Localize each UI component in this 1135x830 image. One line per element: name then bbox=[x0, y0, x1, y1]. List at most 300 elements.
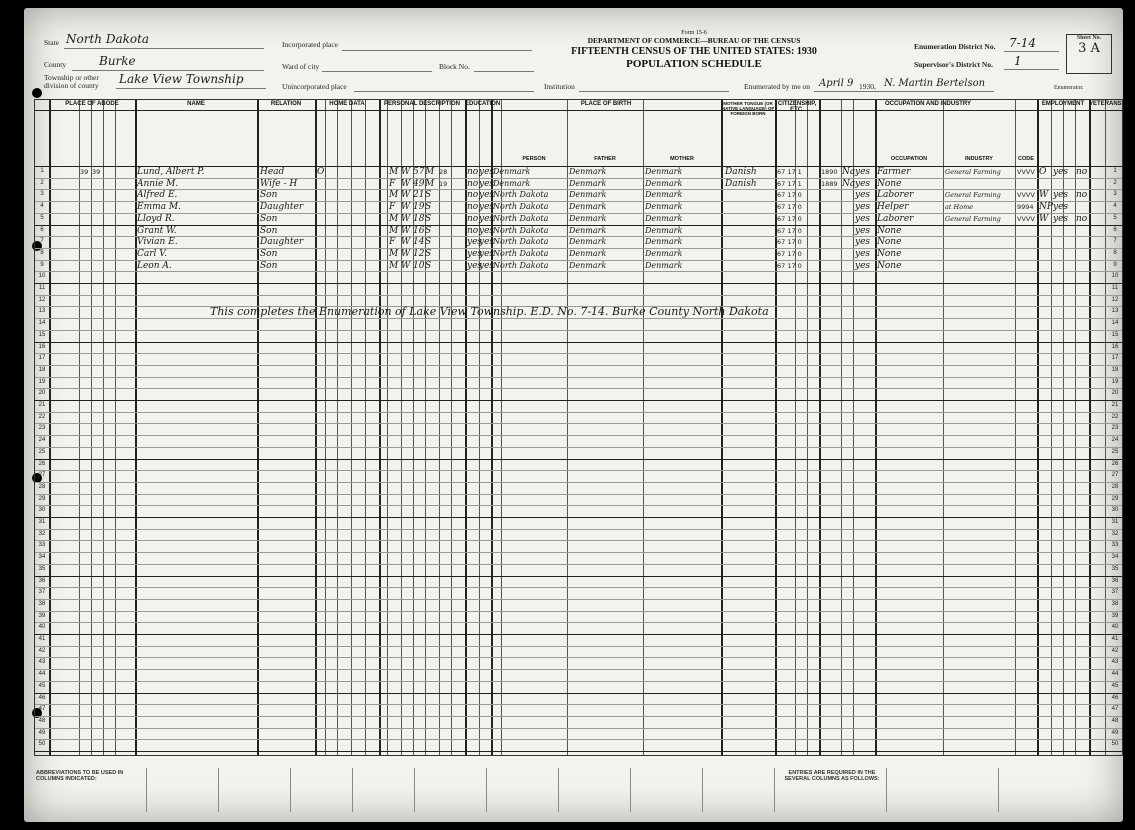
enumerator-label: Enumerator. bbox=[1054, 85, 1084, 91]
line-number-right: 4 bbox=[1113, 203, 1117, 210]
cell-age-married: 19 bbox=[439, 179, 448, 188]
line-number-right: 20 bbox=[1111, 390, 1119, 397]
cell-sex: F bbox=[389, 178, 396, 189]
cell-dwelling: 39 bbox=[80, 168, 89, 176]
line-number: 16 bbox=[38, 343, 46, 350]
column-group-header: PLACE OF BIRTH bbox=[580, 101, 632, 107]
cell-sex: F bbox=[389, 202, 396, 213]
line-number-right: 2 bbox=[1113, 179, 1117, 186]
cell-name: Emma M. bbox=[137, 202, 181, 213]
footer bbox=[34, 768, 1121, 818]
line-number: 1 bbox=[40, 168, 44, 174]
line-number: 32 bbox=[38, 530, 46, 537]
cell-relation: Son bbox=[260, 248, 278, 259]
sheet-number-box bbox=[1066, 34, 1112, 74]
column-subheader: OCCUPATION bbox=[890, 156, 928, 162]
cell-school: yes bbox=[467, 260, 483, 271]
cell-marital: S bbox=[425, 260, 432, 271]
line-number: 38 bbox=[38, 600, 46, 607]
line-number: 35 bbox=[38, 565, 46, 572]
line-number: 13 bbox=[38, 308, 46, 315]
line-number-right: 9 bbox=[1113, 261, 1117, 268]
cell-name: Annie M. bbox=[137, 178, 179, 189]
cell-industry: at Home bbox=[945, 203, 974, 212]
cell-birth-father: Denmark bbox=[569, 178, 607, 188]
enum-district-label: Enumeration District No. bbox=[914, 42, 996, 51]
cell-birth-person: North Dakota bbox=[493, 190, 549, 200]
cell-class: W bbox=[1039, 190, 1049, 201]
cell-age: 16 bbox=[413, 225, 425, 236]
line-number: 33 bbox=[38, 542, 46, 549]
cell-birth-person: North Dakota bbox=[493, 213, 549, 223]
block-label: Block No. bbox=[439, 62, 470, 71]
line-number: 24 bbox=[38, 437, 46, 444]
cell-tongue: Danish bbox=[725, 167, 757, 177]
line-number: 19 bbox=[38, 378, 46, 385]
line-number: 40 bbox=[38, 624, 46, 631]
cell-occupation: None bbox=[877, 248, 902, 259]
column-group-header: EDUCATION bbox=[465, 101, 501, 107]
column-group-header: PERSONAL DESCRIPTION bbox=[384, 101, 460, 107]
cell-english: yes bbox=[855, 237, 871, 248]
line-number: 30 bbox=[38, 507, 46, 514]
column-subheader: CODE bbox=[1018, 156, 1034, 162]
cell-sex: M bbox=[389, 190, 399, 201]
cell-read: yes bbox=[479, 178, 495, 189]
cell-age: 49 bbox=[413, 178, 425, 189]
census-title: FIFTEENTH CENSUS OF THE UNITED STATES: 1930 bbox=[571, 46, 817, 57]
cell-name: Carl V. bbox=[137, 248, 168, 259]
cell-work: yes bbox=[1053, 213, 1069, 224]
line-number-right: 12 bbox=[1111, 296, 1119, 303]
cell-birth-mother: Denmark bbox=[645, 237, 683, 247]
column-subheader: INDUSTRY bbox=[965, 156, 993, 162]
cell-age: 12 bbox=[413, 248, 425, 259]
column-group-header: PLACE OF ABODE bbox=[65, 101, 119, 107]
line-number-right: 45 bbox=[1111, 682, 1119, 689]
line-number: 27 bbox=[38, 472, 46, 479]
line-number-right: 28 bbox=[1111, 483, 1119, 490]
cell-tongue: Danish bbox=[725, 178, 757, 189]
cell-occ-code: VVVV bbox=[1017, 168, 1035, 176]
census-sheet bbox=[24, 8, 1123, 822]
column-group-header: CITIZENSHIP, ETC. bbox=[777, 101, 817, 113]
line-number: 29 bbox=[38, 495, 46, 502]
cell-birth-person: North Dakota bbox=[493, 202, 549, 212]
cell-marital: M bbox=[425, 178, 435, 189]
abbrev-title: ABBREVIATIONS TO BE USED IN COLUMNS INDICATED: bbox=[36, 770, 124, 782]
cell-work: yes bbox=[1053, 190, 1069, 201]
cell-vet: no bbox=[1076, 167, 1088, 177]
line-number-right: 6 bbox=[1113, 226, 1117, 233]
cell-school: no bbox=[467, 167, 479, 177]
cell-immig: 1889 bbox=[821, 179, 838, 188]
line-number: 37 bbox=[38, 589, 46, 596]
line-number-right: 16 bbox=[1111, 343, 1119, 350]
line-number: 36 bbox=[38, 577, 46, 584]
cell-codes: 67 17 0 bbox=[777, 214, 802, 223]
column-group-header: MOTHER TONGUE (OR NATIVE LANGUAGE) OF FOREIGN BORN bbox=[721, 101, 775, 116]
cell-school: yes bbox=[467, 237, 483, 248]
line-number-right: 17 bbox=[1111, 355, 1119, 362]
cell-english: yes bbox=[855, 202, 871, 213]
cell-age: 57 bbox=[413, 167, 425, 177]
line-number-right: 8 bbox=[1113, 249, 1117, 256]
line-number: 17 bbox=[38, 355, 46, 362]
institution-label: Institution bbox=[544, 82, 575, 91]
cell-codes: 67 17 0 bbox=[777, 226, 802, 235]
line-number: 39 bbox=[38, 612, 46, 619]
cell-marital: S bbox=[425, 213, 432, 224]
line-number-right: 30 bbox=[1111, 507, 1119, 514]
cell-nat: Na bbox=[842, 167, 856, 177]
cell-race: W bbox=[401, 213, 411, 224]
line-number: 10 bbox=[38, 273, 46, 280]
cell-occupation: Farmer bbox=[877, 167, 911, 177]
cell-school: yes bbox=[467, 248, 483, 259]
enumerated-year: 1930, bbox=[859, 82, 876, 91]
column-subheader: PERSON bbox=[522, 156, 546, 162]
line-number-right: 41 bbox=[1111, 636, 1119, 642]
line-number: 47 bbox=[38, 706, 46, 713]
cell-school: no bbox=[467, 190, 479, 201]
department-title: DEPARTMENT OF COMMERCE—BUREAU OF THE CENSUS bbox=[587, 36, 801, 45]
cell-sex: M bbox=[389, 225, 399, 236]
line-number-right: 1 bbox=[1113, 168, 1117, 174]
line-number: 3 bbox=[40, 191, 44, 198]
line-number-right: 48 bbox=[1111, 717, 1119, 724]
cell-codes: 67 17 0 bbox=[777, 191, 802, 200]
line-number-right: 14 bbox=[1111, 320, 1119, 327]
cell-birth-father: Denmark bbox=[569, 225, 607, 235]
line-number: 11 bbox=[38, 285, 46, 291]
cell-name: Lloyd R. bbox=[137, 213, 175, 224]
cell-birth-mother: Denmark bbox=[645, 225, 683, 235]
line-number-right: 49 bbox=[1111, 729, 1119, 736]
line-number-right: 15 bbox=[1111, 331, 1119, 338]
line-number-right: 46 bbox=[1111, 694, 1119, 701]
cell-english: yes bbox=[855, 167, 871, 177]
line-number: 49 bbox=[38, 729, 46, 736]
cell-age: 19 bbox=[413, 202, 425, 213]
cell-marital: S bbox=[425, 225, 432, 236]
supervisor-value: 1 bbox=[1014, 54, 1022, 68]
cell-birth-person: North Dakota bbox=[493, 260, 549, 270]
cell-birth-person: Denmark bbox=[493, 167, 531, 176]
cell-school: no bbox=[467, 213, 479, 224]
line-number-right: 42 bbox=[1111, 647, 1119, 654]
line-number-right: 33 bbox=[1111, 542, 1119, 549]
line-number-right: 3 bbox=[1113, 191, 1117, 198]
cell-marital: S bbox=[425, 190, 432, 201]
line-number-right: 25 bbox=[1111, 448, 1119, 455]
cell-relation: Head bbox=[260, 167, 285, 177]
line-number-right: 18 bbox=[1111, 366, 1119, 373]
entries-note: ENTRIES ARE REQUIRED IN THE SEVERAL COLUMNS AS FOLLOWS: bbox=[774, 768, 889, 812]
line-number: 2 bbox=[40, 179, 44, 186]
state-label: State bbox=[44, 38, 59, 47]
cell-relation: Son bbox=[260, 213, 278, 224]
cell-name: Grant W. bbox=[137, 225, 177, 236]
cell-read: yes bbox=[479, 237, 495, 248]
cell-immig: 1890 bbox=[821, 168, 838, 176]
cell-codes: 67 17 1 bbox=[777, 179, 802, 188]
line-number-right: 38 bbox=[1111, 600, 1119, 607]
punch-hole bbox=[32, 88, 42, 98]
cell-codes: 67 17 0 bbox=[777, 238, 802, 247]
cell-race: W bbox=[401, 178, 411, 189]
cell-marital: S bbox=[425, 248, 432, 259]
cell-occupation: Laborer bbox=[877, 190, 914, 201]
column-subheader: FATHER bbox=[594, 156, 616, 162]
line-number-right: 43 bbox=[1111, 659, 1119, 666]
cell-occupation: None bbox=[877, 225, 902, 236]
schedule-grid bbox=[34, 99, 1123, 756]
cell-birth-mother: Denmark bbox=[645, 167, 683, 176]
cell-birth-mother: Denmark bbox=[645, 190, 683, 200]
cell-occ-code: VVVV bbox=[1017, 191, 1035, 200]
line-number: 46 bbox=[38, 694, 46, 701]
line-number: 21 bbox=[38, 402, 46, 408]
line-number: 41 bbox=[38, 636, 46, 642]
cell-race: W bbox=[401, 237, 411, 248]
line-number-right: 44 bbox=[1111, 671, 1119, 678]
cell-codes: 67 17 0 bbox=[777, 249, 802, 258]
cell-relation: Son bbox=[260, 260, 278, 271]
line-number: 50 bbox=[38, 741, 46, 748]
line-number: 42 bbox=[38, 647, 46, 654]
cell-relation: Son bbox=[260, 225, 278, 236]
line-number-right: 27 bbox=[1111, 472, 1119, 479]
cell-age-married: 28 bbox=[439, 168, 448, 176]
line-number: 5 bbox=[40, 214, 44, 221]
line-number: 6 bbox=[40, 226, 44, 233]
line-number-right: 39 bbox=[1111, 612, 1119, 619]
cell-english: yes bbox=[855, 225, 871, 236]
cell-relation: Daughter bbox=[260, 237, 304, 248]
line-number: 44 bbox=[38, 671, 46, 678]
cell-birth-father: Denmark bbox=[569, 237, 607, 247]
line-number-right: 29 bbox=[1111, 495, 1119, 502]
column-group-header: RELATION bbox=[270, 101, 302, 107]
line-number: 45 bbox=[38, 682, 46, 689]
line-number-right: 26 bbox=[1111, 460, 1119, 467]
sheet-label: Sheet No. bbox=[1076, 35, 1102, 41]
cell-occ-code: VVVV bbox=[1017, 214, 1035, 223]
column-group-header: OCCUPATION AND INDUSTRY bbox=[885, 101, 971, 107]
cell-sex: M bbox=[389, 248, 399, 259]
cell-relation: Wife - H bbox=[260, 178, 298, 189]
line-number: 48 bbox=[38, 717, 46, 724]
line-number-right: 24 bbox=[1111, 437, 1119, 444]
cell-occupation: None bbox=[877, 178, 902, 189]
cell-read: yes bbox=[479, 202, 495, 213]
cell-codes: 67 17 1 bbox=[777, 168, 802, 176]
cell-birth-mother: Denmark bbox=[645, 260, 683, 270]
enumerator-name: N. Martin Bertelson bbox=[884, 78, 986, 89]
cell-relation: Son bbox=[260, 190, 278, 201]
cell-birth-mother: Denmark bbox=[645, 213, 683, 223]
line-number: 4 bbox=[40, 203, 44, 210]
sheet-value: 3 A bbox=[1078, 41, 1100, 56]
cell-english: yes bbox=[855, 190, 871, 201]
cell-codes: 67 17 0 bbox=[777, 203, 802, 212]
cell-read: yes bbox=[479, 260, 495, 271]
cell-race: W bbox=[401, 167, 411, 177]
cell-birth-father: Denmark bbox=[569, 202, 607, 212]
cell-race: W bbox=[401, 225, 411, 236]
cell-birth-father: Denmark bbox=[569, 248, 607, 258]
line-number: 31 bbox=[38, 519, 46, 525]
column-subheader: MOTHER bbox=[670, 156, 694, 162]
cell-nat: Na bbox=[842, 178, 856, 189]
cell-age: 10 bbox=[413, 260, 425, 271]
cell-birth-father: Denmark bbox=[569, 260, 607, 270]
cell-codes: 67 17 0 bbox=[777, 261, 802, 270]
cell-class: O bbox=[1039, 167, 1047, 177]
line-number-right: 35 bbox=[1111, 565, 1119, 572]
cell-race: W bbox=[401, 190, 411, 201]
cell-occupation: Helper bbox=[877, 202, 909, 213]
line-number-right: 32 bbox=[1111, 530, 1119, 537]
unincorporated-label: Unincorporated place bbox=[282, 82, 347, 91]
line-number: 15 bbox=[38, 331, 46, 338]
form-number: Form 15-6 bbox=[681, 30, 707, 36]
closing-note: This completes the Enumeration of Lake View Township. E.D. No. 7-14. Burke County North Dakota bbox=[210, 305, 769, 318]
line-number-right: 11 bbox=[1111, 285, 1119, 291]
cell-english: yes bbox=[855, 248, 871, 259]
cell-marital: S bbox=[425, 237, 432, 248]
line-number: 22 bbox=[38, 413, 46, 420]
township-value: Lake View Township bbox=[119, 72, 244, 86]
line-number-right: 7 bbox=[1113, 238, 1117, 245]
cell-birth-mother: Denmark bbox=[645, 248, 683, 258]
line-number: 28 bbox=[38, 483, 46, 490]
line-number-right: 23 bbox=[1111, 425, 1119, 432]
cell-read: yes bbox=[479, 190, 495, 201]
township-label: Township or other division of county bbox=[44, 73, 99, 90]
cell-sex: M bbox=[389, 213, 399, 224]
line-number-right: 22 bbox=[1111, 413, 1119, 420]
cell-birth-mother: Denmark bbox=[645, 178, 683, 188]
cell-birth-person: North Dakota bbox=[493, 225, 549, 235]
line-number-right: 19 bbox=[1111, 378, 1119, 385]
county-value: Burke bbox=[99, 54, 136, 68]
line-number: 12 bbox=[38, 296, 46, 303]
line-number: 7 bbox=[40, 238, 44, 245]
cell-home: O bbox=[317, 167, 325, 177]
cell-english: yes bbox=[855, 260, 871, 271]
cell-industry: General Farming bbox=[945, 191, 1001, 200]
cell-school: no bbox=[467, 225, 479, 236]
state-value: North Dakota bbox=[66, 32, 150, 46]
cell-race: W bbox=[401, 202, 411, 213]
cell-occupation: None bbox=[877, 260, 902, 271]
cell-birth-person: North Dakota bbox=[493, 237, 549, 247]
cell-birth-father: Denmark bbox=[569, 167, 607, 176]
supervisor-label: Supervisor's District No. bbox=[914, 60, 993, 69]
cell-school: no bbox=[467, 178, 479, 189]
cell-age: 21 bbox=[413, 190, 425, 201]
line-number-right: 50 bbox=[1111, 741, 1119, 748]
cell-birth-person: North Dakota bbox=[493, 248, 549, 258]
line-number: 26 bbox=[38, 460, 46, 467]
enumerated-date: April 9 bbox=[819, 78, 854, 89]
cell-english: yes bbox=[855, 178, 871, 189]
incorporated-label: Incorporated place bbox=[282, 40, 339, 49]
enumerated-label: Enumerated by me on bbox=[744, 82, 811, 91]
line-number-right: 36 bbox=[1111, 577, 1119, 584]
cell-family: 39 bbox=[92, 168, 101, 176]
cell-marital: S bbox=[425, 202, 432, 213]
cell-occ-code: 9994 bbox=[1017, 203, 1034, 212]
cell-occupation: None bbox=[877, 237, 902, 248]
line-number-right: 37 bbox=[1111, 589, 1119, 596]
cell-class: NP bbox=[1039, 202, 1053, 213]
cell-name: Alfred E. bbox=[137, 190, 178, 201]
cell-age: 14 bbox=[413, 237, 425, 248]
line-number: 23 bbox=[38, 425, 46, 432]
cell-work: yes bbox=[1053, 202, 1069, 213]
ward-label: Ward of city bbox=[282, 62, 320, 71]
cell-sex: M bbox=[389, 167, 399, 177]
line-number: 18 bbox=[38, 366, 46, 373]
cell-read: yes bbox=[479, 225, 495, 236]
schedule-title: POPULATION SCHEDULE bbox=[626, 58, 762, 70]
cell-industry: General Farming bbox=[945, 168, 1001, 176]
cell-birth-mother: Denmark bbox=[645, 202, 683, 212]
cell-sex: M bbox=[389, 260, 399, 271]
cell-occupation: Laborer bbox=[877, 213, 914, 224]
line-number-right: 47 bbox=[1111, 706, 1119, 713]
line-number-right: 5 bbox=[1113, 214, 1117, 221]
cell-read: yes bbox=[479, 248, 495, 259]
enum-district-value: 7-14 bbox=[1009, 36, 1036, 50]
cell-birth-father: Denmark bbox=[569, 213, 607, 223]
cell-read: yes bbox=[479, 213, 495, 224]
line-number: 8 bbox=[40, 249, 44, 256]
cell-vet: no bbox=[1076, 190, 1088, 201]
line-number-right: 10 bbox=[1111, 273, 1119, 280]
line-number-right: 31 bbox=[1111, 519, 1119, 525]
cell-vet: no bbox=[1076, 213, 1088, 224]
line-number-right: 13 bbox=[1111, 308, 1119, 315]
line-number: 20 bbox=[38, 390, 46, 397]
cell-race: W bbox=[401, 260, 411, 271]
column-group-header: HOME DATA bbox=[329, 101, 365, 107]
line-number-right: 40 bbox=[1111, 624, 1119, 631]
line-number: 9 bbox=[40, 261, 44, 268]
cell-age: 18 bbox=[413, 213, 425, 224]
cell-school: no bbox=[467, 202, 479, 213]
cell-birth-father: Denmark bbox=[569, 190, 607, 200]
line-number: 43 bbox=[38, 659, 46, 666]
county-label: County bbox=[44, 60, 67, 69]
cell-name: Lund, Albert P. bbox=[137, 167, 205, 177]
line-number: 34 bbox=[38, 554, 46, 561]
column-group-header: VETERANS bbox=[1089, 101, 1122, 107]
line-number-right: 34 bbox=[1111, 554, 1119, 561]
line-number: 25 bbox=[38, 448, 46, 455]
cell-race: W bbox=[401, 248, 411, 259]
cell-english: yes bbox=[855, 213, 871, 224]
column-group-header: EMPLOYMENT bbox=[1041, 101, 1085, 107]
cell-marital: M bbox=[425, 167, 435, 177]
cell-sex: F bbox=[389, 237, 396, 248]
column-group-header: NAME bbox=[187, 101, 205, 107]
cell-industry: General Farming bbox=[945, 214, 1001, 223]
cell-read: yes bbox=[479, 167, 495, 177]
